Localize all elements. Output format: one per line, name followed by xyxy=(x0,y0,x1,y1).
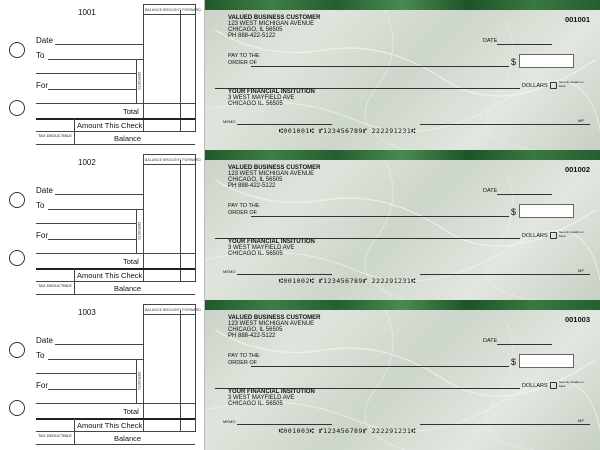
balance-brought-forward-label: BALANCE BROUGHT FORWARD xyxy=(145,308,201,312)
bank-street: 3 WEST MAYFIELD AVE xyxy=(228,95,295,101)
memo-label: MEMO xyxy=(223,119,236,124)
memo-line[interactable] xyxy=(237,124,332,125)
customer-phone: PH 888-422-5122 xyxy=(228,183,276,189)
binder-hole xyxy=(9,100,25,116)
check-stub xyxy=(0,300,205,450)
rule xyxy=(36,118,195,120)
balance-label: Balance xyxy=(114,284,142,293)
rule xyxy=(36,268,195,270)
stub-number: 1001 xyxy=(78,8,96,17)
micr-line: ⑆001003⑆ ⑈123456789⑈ 222291231⑆ xyxy=(279,427,416,435)
customer-city: CHICAGO, IL 56505 xyxy=(228,27,283,33)
deposits-label: DEPOSITS xyxy=(137,372,141,390)
check-number: 001002 xyxy=(564,165,590,174)
binder-hole xyxy=(9,42,25,58)
check xyxy=(205,300,600,450)
rule xyxy=(36,418,195,420)
amount-this-check-label: Amount This Check xyxy=(77,421,143,430)
security-note: Security details on back xyxy=(559,80,584,88)
tax-deductible-label: TAX DEDUCTIBLE xyxy=(38,133,72,138)
bank-street: 3 WEST MAYFIELD AVE xyxy=(228,395,295,401)
deposits-label: DEPOSITS xyxy=(137,222,141,240)
bank-city: CHICAGO IL. 56505 xyxy=(228,401,283,407)
check-number: 001003 xyxy=(564,315,590,324)
dollars-label: DOLLARS xyxy=(522,383,548,389)
deposits-label: DEPOSITS xyxy=(137,72,141,90)
rule xyxy=(36,103,195,104)
column-line xyxy=(195,304,196,432)
amount-box[interactable] xyxy=(519,54,574,68)
pay-to-label: PAY TO THE xyxy=(228,353,260,359)
rule xyxy=(36,294,195,295)
column-line xyxy=(180,10,181,132)
rule xyxy=(48,359,143,360)
date-label: DATE xyxy=(483,338,498,344)
tax-deductible-label: TAX DEDUCTIBLE xyxy=(38,283,72,288)
date-line[interactable] xyxy=(497,44,552,45)
rule xyxy=(143,154,195,155)
customer-city: CHICAGO, IL 56505 xyxy=(228,327,283,333)
rule xyxy=(55,344,143,345)
bank-city: CHICAGO IL. 56505 xyxy=(228,101,283,107)
balance-brought-forward-label: BALANCE BROUGHT FORWARD xyxy=(145,158,201,162)
column-line xyxy=(195,4,196,132)
for-label: For xyxy=(36,81,48,90)
payee-line[interactable] xyxy=(251,216,509,217)
rule xyxy=(36,281,195,282)
memo-label: MEMO xyxy=(223,269,236,274)
balance-label: Balance xyxy=(114,134,142,143)
memo-line[interactable] xyxy=(237,424,332,425)
signature-line[interactable] xyxy=(420,124,590,125)
security-note: Security details on back xyxy=(559,380,584,388)
rule xyxy=(48,89,136,90)
rule xyxy=(36,253,195,254)
mp-label: MP xyxy=(578,118,584,123)
date-label: Date xyxy=(36,336,53,345)
customer-street: 123 WEST MICHIGAN AVENUE xyxy=(228,21,315,27)
column-line xyxy=(143,154,144,282)
rule xyxy=(48,209,143,210)
check-stub xyxy=(0,0,205,150)
column-line xyxy=(180,310,181,432)
micr-line: ⑆001002⑆ ⑈123456789⑈ 222291231⑆ xyxy=(279,277,416,285)
stub-number: 1003 xyxy=(78,308,96,317)
rule xyxy=(36,223,136,224)
bank-street: 3 WEST MAYFIELD AVE xyxy=(228,245,295,251)
rule xyxy=(36,403,195,404)
rule xyxy=(36,144,195,145)
payee-line[interactable] xyxy=(251,366,509,367)
rule xyxy=(36,444,195,445)
date-label: Date xyxy=(36,186,53,195)
order-of-label: ORDER OF xyxy=(228,360,258,366)
security-note: Security details on back xyxy=(559,230,584,238)
date-label: DATE xyxy=(483,38,498,44)
column-line xyxy=(195,154,196,282)
order-of-label: ORDER OF xyxy=(228,210,258,216)
memo-label: MEMO xyxy=(223,419,236,424)
rule xyxy=(143,14,195,15)
rule xyxy=(143,4,195,5)
rule xyxy=(55,194,143,195)
rule xyxy=(36,131,195,132)
customer-name: VALUED BUSINESS CUSTOMER xyxy=(228,165,321,171)
customer-phone: PH 888-422-5122 xyxy=(228,333,276,339)
check-stub xyxy=(0,150,205,300)
bank-city: CHICAGO IL. 56505 xyxy=(228,251,283,257)
signature-line[interactable] xyxy=(420,274,590,275)
dollar-sign: $ xyxy=(511,207,517,217)
date-line[interactable] xyxy=(497,344,552,345)
rule xyxy=(55,44,143,45)
amount-this-check-label: Amount This Check xyxy=(77,121,143,130)
customer-city: CHICAGO, IL 56505 xyxy=(228,177,283,183)
total-label: Total xyxy=(123,257,139,266)
bank-name: YOUR FINANCIAL INSITUTION xyxy=(228,239,315,245)
rule xyxy=(48,59,143,60)
amount-this-check-label: Amount This Check xyxy=(77,271,143,280)
mp-label: MP xyxy=(578,268,584,273)
binder-hole xyxy=(9,400,25,416)
total-label: Total xyxy=(123,107,139,116)
check xyxy=(205,150,600,300)
dollar-sign: $ xyxy=(511,357,517,367)
dollars-label: DOLLARS xyxy=(522,233,548,239)
check xyxy=(205,0,600,150)
rule xyxy=(36,431,195,432)
rule xyxy=(48,389,136,390)
pay-to-label: PAY TO THE xyxy=(228,53,260,59)
pay-to-label: PAY TO THE xyxy=(228,203,260,209)
date-label: Date xyxy=(36,36,53,45)
payee-line[interactable] xyxy=(251,66,509,67)
check-number: 001001 xyxy=(564,15,590,24)
amount-box[interactable] xyxy=(519,354,574,368)
rule xyxy=(143,314,195,315)
customer-street: 123 WEST MICHIGAN AVENUE xyxy=(228,321,315,327)
binder-hole xyxy=(9,192,25,208)
to-label: To xyxy=(36,201,45,210)
dollars-label: DOLLARS xyxy=(522,83,548,89)
rule xyxy=(48,239,136,240)
to-label: To xyxy=(36,51,45,60)
tax-deductible-label: TAX DEDUCTIBLE xyxy=(38,433,72,438)
column-line xyxy=(180,160,181,282)
rule xyxy=(143,304,195,305)
stub-number: 1002 xyxy=(78,158,96,167)
dollar-sign: $ xyxy=(511,57,517,67)
lock-icon xyxy=(550,232,557,239)
customer-street: 123 WEST MICHIGAN AVENUE xyxy=(228,171,315,177)
for-label: For xyxy=(36,381,48,390)
total-label: Total xyxy=(123,407,139,416)
date-line[interactable] xyxy=(497,194,552,195)
balance-label: Balance xyxy=(114,434,142,443)
bank-name: YOUR FINANCIAL INSITUTION xyxy=(228,89,315,95)
mp-label: MP xyxy=(578,418,584,423)
for-label: For xyxy=(36,231,48,240)
memo-line[interactable] xyxy=(237,274,332,275)
micr-line: ⑆001001⑆ ⑈123456789⑈ 222291231⑆ xyxy=(279,127,416,135)
rule xyxy=(36,373,136,374)
lock-icon xyxy=(550,382,557,389)
to-label: To xyxy=(36,351,45,360)
date-label: DATE xyxy=(483,188,498,194)
binder-hole xyxy=(9,342,25,358)
rule xyxy=(36,73,136,74)
customer-phone: PH 888-422-5122 xyxy=(228,33,276,39)
order-of-label: ORDER OF xyxy=(228,60,258,66)
lock-icon xyxy=(550,82,557,89)
column-line xyxy=(143,4,144,132)
binder-hole xyxy=(9,250,25,266)
customer-name: VALUED BUSINESS CUSTOMER xyxy=(228,315,321,321)
balance-brought-forward-label: BALANCE BROUGHT FORWARD xyxy=(145,8,201,12)
column-line xyxy=(143,304,144,432)
signature-line[interactable] xyxy=(420,424,590,425)
customer-name: VALUED BUSINESS CUSTOMER xyxy=(228,15,321,21)
rule xyxy=(143,164,195,165)
bank-name: YOUR FINANCIAL INSITUTION xyxy=(228,389,315,395)
amount-box[interactable] xyxy=(519,204,574,218)
